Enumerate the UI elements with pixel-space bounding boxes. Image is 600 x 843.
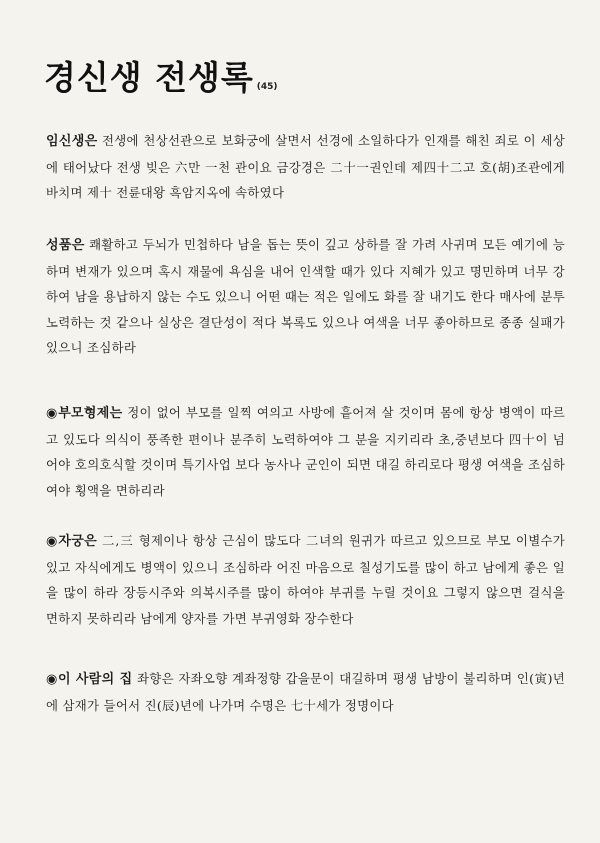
paragraph-lead: 부모형제는	[58, 406, 123, 421]
paragraph-birth	[46, 128, 565, 206]
paragraph-lead: 이 사람의 집	[57, 672, 133, 687]
paragraph-children	[46, 528, 565, 631]
page-number: (45)	[256, 82, 278, 92]
paragraph-lead: 성품은	[46, 238, 85, 253]
paragraph-text: 좌향은 자좌오향 계좌정향 갑을문이 대길하며 평생 남방이 불리하며 인(寅)년에 삼재가 들어서 진(辰)년에 나가며 수명은 七十세가 정명이다	[46, 671, 565, 713]
paragraph-house	[46, 666, 565, 718]
title-text: 경신생 전생록	[44, 58, 254, 97]
paragraph-lead: 자궁은	[58, 534, 97, 549]
paragraph-lead: 임신생은	[46, 134, 98, 149]
paragraph-text: 二,三 형제이나 항상 근심이 많도다 二녀의 원귀가 따르고 있으므로 부모 이별수가 있고 자식에게도 병액이 있으니 조심하라 어진 마음으로 칠성기도를 많이 하고 남에게 좋은 일을 많이 하라 장등시주와 의복시주를 많이 하여야 부귀를 누릴 것이요 그렇지 않으면 걸식을 면하지 못하리라 남에게 양자를 가면 부귀영화 장수한다	[46, 533, 565, 626]
paragraph-text: 정이 없어 부모를 일찍 여의고 사방에 흩어져 살 것이며 몸에 항상 병액이 따르고 있도다 의식이 풍족한 편이나 분주히 노력하여야 그 분을 지키리라 초,중년보다 四十이 넘어야 호의호식할 것이며 특기사업 보다 농사나 군인이 되면 대길 하리로다 평생 여색을 조심하여야 횡액을 면하리라	[46, 405, 565, 498]
paragraph-personality	[46, 232, 565, 361]
bullet-mark-icon: ◉	[46, 672, 58, 687]
bullet-mark-icon: ◉	[46, 534, 59, 549]
page-title	[44, 52, 278, 99]
paragraph-text: 쾌활하고 두뇌가 민첩하다 남을 돕는 뜻이 깊고 상하를 잘 가려 사귀며 모든 예기에 능하며 변재가 있으며 혹시 재물에 욕심을 내어 인색할 때가 있다 지혜가 있고 명민하며 너무 강하여 남을 용납하지 않는 수도 있으니 어떤 때는 적은 일에도 화를 잘 내기도 한다 매사에 분투 노력하는 것 같으나 실상은 결단성이 적다 복록도 있으나 여색을 너무 좋아하므로 종종 실패가 있으니 조심하라	[46, 237, 565, 356]
paragraph-parents-siblings	[46, 400, 565, 503]
paragraph-text: 전생에 천상선관으로 보화궁에 살면서 선경에 소일하다가 인재를 해친 죄로 이 세상에 태어났다 전생 빚은 六만 一천 관이요 금강경은 二十一권인데 제四十二고 호(胡)조관에게 바치며 제十 전륜대왕 흑암지옥에 속하였다	[46, 133, 565, 201]
bullet-mark-icon: ◉	[46, 406, 59, 421]
